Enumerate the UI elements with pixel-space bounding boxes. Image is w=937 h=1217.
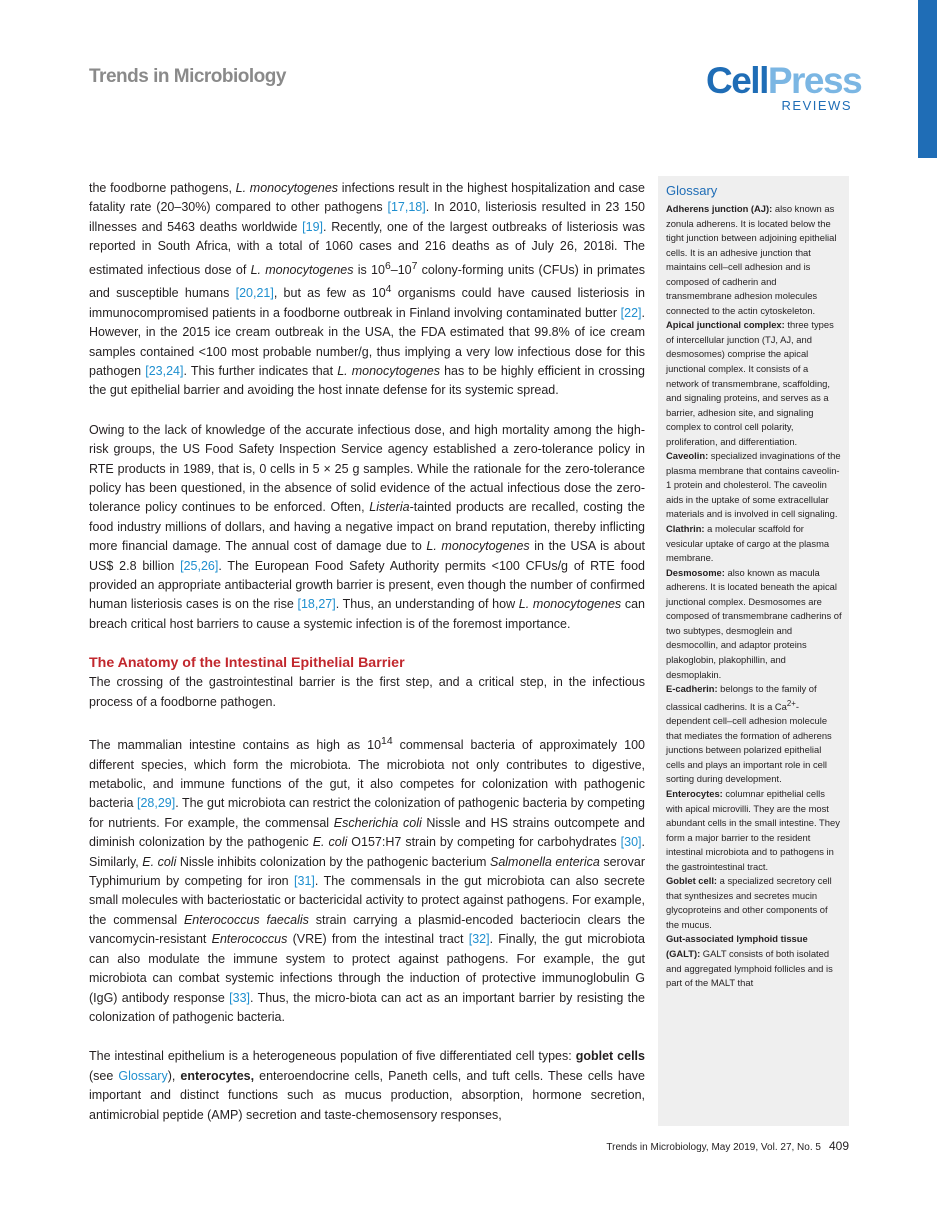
glossary-entry: Caveolin: specialized invaginations of the plasma membrane that contains caveolin-1 protein and cholesterol. The caveolin aids in the uptake of some extracellular materials and is involved in cell signaling. (666, 450, 841, 520)
paragraph-5: The intestinal epithelium is a heterogeneous population of five differentiated cell types: goblet cells (see Glossary), enterocytes, enteroendocrine cells, Paneth cells, and tuft cells. These cells have important and distinct functions such as mucus production, absorption, hormone secretion, antimicrobial peptide (AMP) secretion and taste-chemosensory responses, (89, 1049, 645, 1122)
footer-citation: Trends in Microbiology, May 2019, Vol. 27, No. 5 (606, 1142, 821, 1153)
paragraph-4: The mammalian intestine contains as high as $10^{14}$ commensal bacteria of approximately 100 different species, which form the microbiota. The microbiota not only contributes to digestive, metabolic, and immune functions of the gut, it also competes for colonization with pathogenic bacteria [28,29]. The gut microbiota can restrict the colonization of pathogenic bacteria by competing for nutrients. For example, the commensal Escherichia coli Nissle and HS strains outcompete and diminish colonization by the pathogenic E. coli O157:H7 strain by competing for carbohydrates [30]. Similarly, E. coli Nissle inhibits colonization by the pathogenic bacterium Salmonella enterica serovar Typhimurium by competing for iron [31]. The commensals in the gut microbiota can also secrete small molecules with bacteriostatic or bactericidal activity to protect against pathogens. For example, the commensal Enterococcus faecalis strain carrying a plasmid-encoded bacteriocin clears the vancomycin-resistant Enterococcus (VRE) from the intestinal tract [32]. Finally, the gut microbiota can also modulate the immune system to protect against pathogens. For example, the gut microbiota can combat systemic infections through the induction of protective immunoglobulin G (IgG) antibody response [33]. Thus, the micro-biota can act as an important barrier by resisting the colonization of pathogenic bacteria. (89, 736, 646, 1024)
journal-title: Trends in Microbiology (89, 66, 286, 87)
glossary-entry: Desmosome: also known as macula adherens. It is located beneath the apical junctional complex. Desmosomes are composed of transmembrane cadherins of two subtypes, desmoglein and desmocollin, and adaptor proteins plakoglobin, plakophillin, and desmoplakin. (666, 566, 842, 680)
page-number: 409 (828, 1139, 849, 1153)
glossary-entry: Apical junctional complex: three types of intercellular junction (TJ, AJ, and desmosomes) comprise the apical junctional complex. It consists of a network of transmembrane, scaffolding, and signaling proteins, and serves as a barrier, adhesion site, and signaling complex to control cell polarity, proliferation, and differentiation. (666, 319, 834, 447)
logo-cell-text: Cell (706, 60, 768, 101)
citation-link[interactable]: [19] (302, 219, 324, 234)
citation-link[interactable]: [30] (620, 835, 642, 850)
citation-link[interactable]: [31] (294, 874, 315, 889)
citation-link[interactable]: [32] (468, 932, 490, 947)
page-footer (0, 1139, 849, 1153)
glossary-entry: Clathrin: a molecular scaffold for vesicular uptake of cargo at the plasma membrane. (666, 523, 830, 564)
paragraph-3: The crossing of the gastrointestinal barrier is the first step, and a critical step, in the infectious process of a foodborne pathogen. (89, 675, 645, 709)
glossary-entry: Gut-associated lymphoid tissue (GALT): GALT consists of both isolated and aggregated lymphoid follicles and is part of the MALT that (666, 933, 833, 989)
paragraph-1: the foodborne pathogens, L. monocytogenes infections result in the highest hospitalization and case fatality rate (20–30%) compared to other pathogens [17,18]. In 2010, listeriosis resulted in 23 150 illnesses and 5463 deaths worldwide [19]. Recently, one of the largest outbreaks of listeriosis was reported in South Africa, with a total of 1060 cases and 216 deaths as of July 26, 2018i. The estimated infectious dose of L. monocytogenes is $10^6-10^7$ colony-forming units (CFUs) in primates and susceptible humans [20,21], but as few as $10^4$ organisms could have caused listeriosis in immunocompromised patients in a foodborne outbreak in Finland involving contaminated butter [22]. However, in the 2015 ice cream outbreak in the USA, the FDA estimated that 99.8% of ice cream samples contained <100 most probable number/g, thus implying a very low infectious dose for this pathogen [23,24]. This further indicates that L. monocytogenes has to be highly efficient in crossing the gut epithelial barrier and avoiding the host innate defense for its systemic spread. (89, 181, 646, 398)
logo-press-text: Press (767, 60, 862, 101)
section-tab (918, 0, 937, 158)
citation-link[interactable]: [33] (229, 990, 251, 1005)
citation-link[interactable]: [25,26] (180, 558, 219, 573)
citation-link[interactable]: [28,29] (136, 796, 176, 811)
citation-link[interactable]: [23,24] (145, 363, 184, 378)
glossary-box (658, 176, 849, 1126)
section-heading: The Anatomy of the Intestinal Epithelial Barrier (89, 655, 405, 672)
cellpress-logo (706, 60, 862, 113)
glossary-link[interactable]: Glossary (118, 1068, 168, 1083)
glossary-entry: Enterocytes: columnar epithelial cells with apical microvilli. They are the most abundant cells in the small intestine. They form a major barrier to the resident intestinal microbiota and to pathogens in the gastrointestinal tract. (666, 788, 840, 872)
citation-link[interactable]: [22] (620, 305, 642, 320)
citation-link[interactable]: [20,21] (235, 286, 274, 301)
glossary-entry: E-cadherin: belongs to the family of classical cadherins. It is a $Ca^{2+}$-dependent cell–cell adhesion molecule that mediates the formation of adherens junctions between polarized epithelial cells and plays an important role in cell sorting during development. (666, 683, 832, 785)
glossary-entry: Goblet cell: a specialized secretory cell that synthesizes and secretes mucin glycoproteins and other components of the mucus. (666, 875, 832, 930)
glossary-title: Glossary (666, 183, 718, 198)
citation-link[interactable]: [18,27] (297, 597, 336, 612)
main-column (89, 179, 645, 1145)
logo-reviews-text: REVIEWS (781, 98, 852, 113)
glossary-entry: Adherens junction (AJ): also known as zonula adherens. It is located below the tight junction between adjoining epithelial cells. It is an adhesive junction that maintains cell–cell adhesion and is composed of cadherin and transmembrane adhesion molecules connected to the actin cytoskeleton. (666, 203, 837, 316)
paragraph-2: Owing to the lack of knowledge of the accurate infectious dose, and high mortality among the high-risk groups, the US Food Safety Inspection Service agency established a zero-tolerance policy in RTE products in 1989, that is, 0 cells in 5 × 25 g samples. While the rationale for the zero-tolerance policy has been questioned, in the absence of solid evidence of the actual infectious dose the zero-tolerance policy continues to be enforced. Often, Listeria-tainted products are recalled, costing the food industry millions of dollars, and having a negative impact on brand reputation, thereby inflicting more financial damage. The annual cost of damage due to L. monocytogenes in the USA is about US$ 2.8 billion [25,26]. The European Food Safety Authority permits <100 CFUs/g of RTE food provided an appropriate antibacterial growth barrier is present, even though the number of confirmed human listeriosis cases is on the rise [18,27]. Thus, an understanding of how L. monocytogenes can breach critical host barriers to cause a systemic infection is of the foremost importance. (89, 422, 646, 631)
citation-link[interactable]: [17,18] (387, 200, 426, 215)
